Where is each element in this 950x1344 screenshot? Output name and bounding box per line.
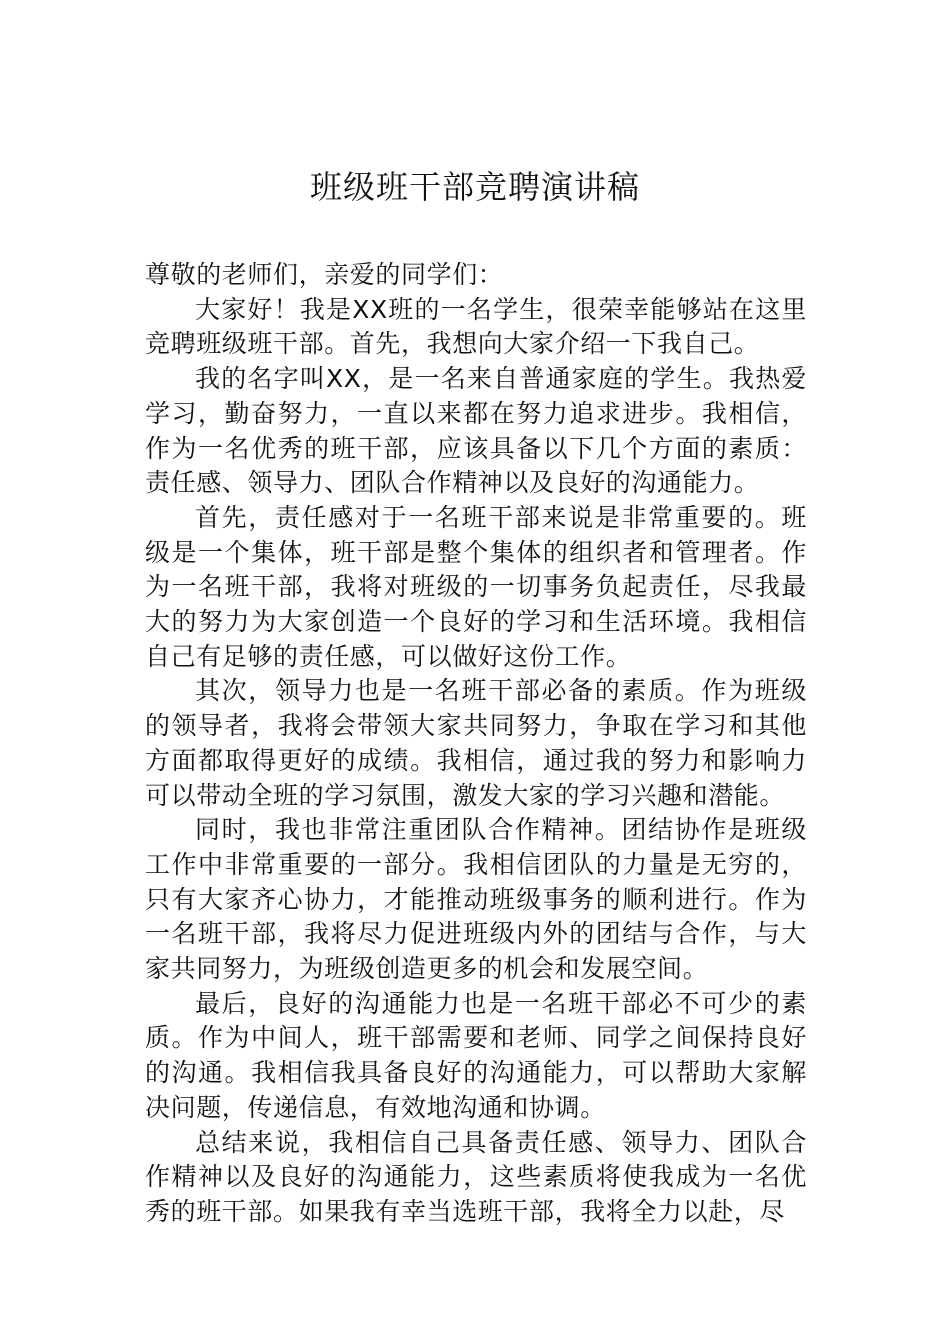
- paragraph-teamwork: 同时，我也非常注重团队合作精神。团结协作是班级工作中非常重要的一部分。我相信团队的力量是无穷的，只有大家齐心协力，才能推动班级事务的顺利进行。作为一名班干部，我将尽力促进班级内外的团结与合作，与大家共同努力，为班级创造更多的机会和发展空间。: [145, 815, 807, 984]
- paragraph-intro: 大家好！我是XX班的一名学生，很荣幸能够站在这里竞聘班级班干部。首先，我想向大家介绍一下我自己。: [145, 294, 807, 359]
- paragraph-conclusion: 总结来说，我相信自己具备责任感、领导力、团队合作精神以及良好的沟通能力，这些素质将使我成为一名优秀的班干部。如果我有幸当选班干部，我将全力以赴，尽: [145, 1127, 807, 1226]
- paragraph-communication: 最后，良好的沟通能力也是一名班干部必不可少的素质。作为中间人，班干部需要和老师、同学之间保持良好的沟通。我相信我具备良好的沟通能力，可以帮助大家解决问题，传递信息，有效地沟通和协调。: [145, 988, 807, 1122]
- document-body: [145, 258, 807, 1230]
- document-title: 班级班干部竞聘演讲稿: [309, 168, 640, 206]
- greeting-line: 尊敬的老师们，亲爱的同学们：: [145, 260, 504, 289]
- paragraph-leadership: 其次，领导力也是一名班干部必备的素质。作为班级的领导者，我将会带领大家共同努力，争取在学习和其他方面都取得更好的成绩。我相信，通过我的努力和影响力可以带动全班的学习氛围，激发大家的学习兴趣和潜能。: [145, 676, 807, 810]
- paragraph-responsibility: 首先，责任感对于一名班干部来说是非常重要的。班级是一个集体，班干部是整个集体的组织者和管理者。作为一名班干部，我将对班级的一切事务负起责任，尽我最大的努力为大家创造一个良好的学习和生活环境。我相信自己有足够的责任感，可以做好这份工作。: [145, 502, 807, 671]
- paragraph-self-introduction: 我的名字叫XX，是一名来自普通家庭的学生。我热爱学习，勤奋努力，一直以来都在努力追求进步。我相信，作为一名优秀的班干部，应该具备以下几个方面的素质：责任感、领导力、团队合作精神以及良好的沟通能力。: [145, 364, 807, 498]
